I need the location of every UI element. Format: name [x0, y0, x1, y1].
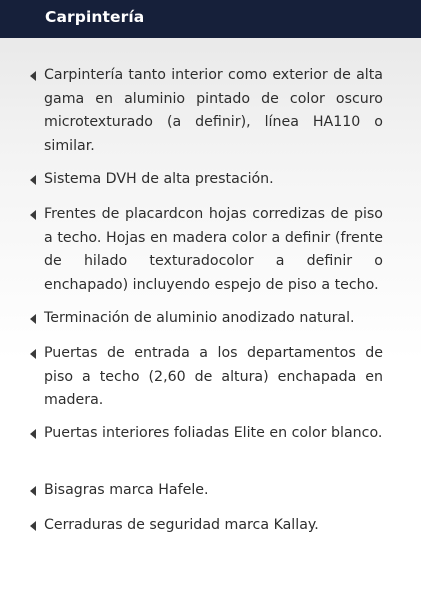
caret-left-icon — [30, 314, 36, 324]
caret-left-icon — [30, 71, 36, 81]
caret-left-icon — [30, 521, 36, 531]
spec-item-puertas-entrada — [44, 342, 383, 413]
caret-left-icon — [30, 349, 36, 359]
spec-item-puertas-interiores — [44, 422, 383, 446]
spec-item-bisagras — [44, 479, 383, 503]
spec-item-text: Puertas interiores foliadas Elite en color blanco. — [44, 425, 383, 441]
spec-item-text: Frentes de placardcon hojas corredizas de piso a techo. Hojas en madera color a definir (frente de hilado texturadocolor a definir o enchapado) incluyendo espejo de piso a techo. — [44, 206, 383, 293]
spec-item-text: Cerraduras de seguridad marca Kallay. — [44, 517, 319, 533]
spec-item-carpinteria — [44, 64, 383, 158]
spec-item-aluminio — [44, 307, 383, 331]
section-title: Carpintería — [45, 8, 145, 26]
spec-item-text: Bisagras marca Hafele. — [44, 482, 209, 498]
caret-left-icon — [30, 429, 36, 439]
section-header — [0, 0, 421, 38]
caret-left-icon — [30, 175, 36, 185]
caret-left-icon — [30, 210, 36, 220]
spec-item-text: Puertas de entrada a los departamentos de piso a techo (2,60 de altura) enchapada en madera. — [44, 345, 383, 408]
caret-left-icon — [30, 486, 36, 496]
spec-item-dvh — [44, 168, 383, 192]
spec-item-text: Terminación de aluminio anodizado natural. — [44, 310, 355, 326]
spec-item-placard — [44, 203, 383, 297]
spec-item-cerraduras — [44, 514, 383, 538]
spec-item-text: Carpintería tanto interior como exterior de alta gama en aluminio pintado de color oscuro microtexturado (a definir), línea HA110 o similar. — [44, 67, 383, 154]
spec-item-text: Sistema DVH de alta prestación. — [44, 171, 274, 187]
